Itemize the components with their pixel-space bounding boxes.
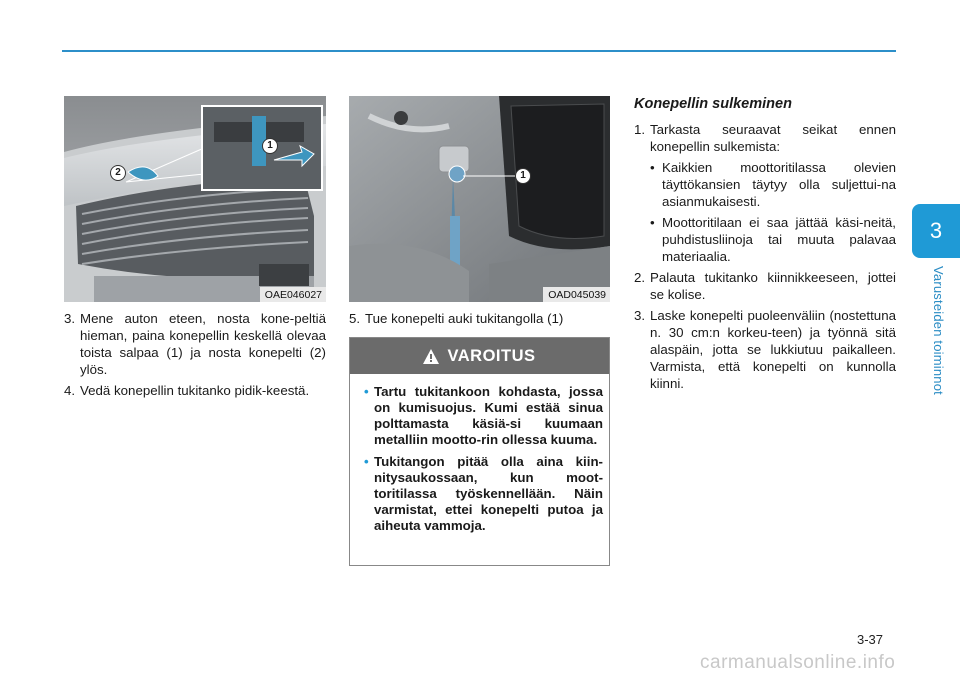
warning-item: • Tukitangon pitää olla aina kiin-nitysaukossaan, kun moot-toritilassa työskennellään. Näin varmistat, ettei konepelti putoa ja aiheuta vammoja. (364, 454, 603, 533)
chapter-side-label (923, 255, 953, 405)
figure-code: OAD045039 (543, 287, 610, 302)
watermark: carmanualsonline.info (700, 652, 896, 673)
close-step-2: 2. Palauta tukitanko kiinnikkeeseen, jottei se kolise. (634, 270, 896, 302)
column-middle-text (349, 310, 611, 331)
figure-hood-prop (349, 96, 610, 302)
close-step-3: 3. Laske konepelti puoleenväliin (nostettuna n. 30 cm:n korkeu-teen) ja työnnä sitä alaspäin, jotta se lukkiutuu paikalleen. Varmista, että konepelti on kunnolla kiinni. (634, 308, 896, 391)
step-4: 4. Vedä konepellin tukitanko pidik-keestä. (64, 383, 310, 398)
hood-prop-illustration (349, 96, 610, 302)
bullet-item: • Moottoritilaan ei saa jättää käsi-neitä, puhdistusliinoja tai muuta palavaa materiaalia. (650, 215, 896, 264)
chapter-tab[interactable] (912, 204, 960, 258)
warning-box (349, 337, 610, 566)
top-rule (62, 50, 896, 52)
column-right-text (634, 96, 896, 396)
page-number: 3-37 (857, 632, 884, 647)
step-5: 5. Tue konepelti auki tukitangolla (1) (349, 311, 564, 326)
warning-header (350, 338, 609, 374)
warning-title: VAROITUS (447, 346, 536, 365)
figure-code: OAE046027 (260, 287, 326, 302)
column-left-text (64, 310, 326, 403)
car-front-illustration (64, 96, 326, 302)
bullet-item: • Kaikkien moottoritilassa olevien täyttökansien täytyy olla suljettui-na asianmukaisesti. (650, 160, 896, 209)
chapter-number: 3 (929, 218, 943, 243)
marker-1: 1 (515, 168, 531, 184)
section-title: Konepellin sulkeminen (634, 96, 792, 112)
figure-hood-release (64, 96, 326, 302)
step-3: 3. Mene auton eteen, nosta kone-peltiä hieman, paina konepellin keskellä olevaa toista salpaa (1) ja nosta konepelti (2) ylös. (64, 311, 326, 377)
marker-2: 2 (110, 165, 126, 181)
warning-triangle-icon (423, 349, 439, 364)
marker-1: 1 (262, 138, 278, 154)
warning-body (350, 374, 609, 534)
warning-item: • Tartu tukitankoon kohdasta, jossa on kumisuojus. Kumi estää sinua polttamasta käsiä-si kuumaan metalliin mootto-rin ollessa kuuma. (364, 384, 603, 447)
chapter-title: Varusteiden toiminnot (930, 265, 946, 395)
close-step-1: 1. Tarkasta seuraavat seikat ennen konepellin sulkemista: (634, 122, 896, 154)
